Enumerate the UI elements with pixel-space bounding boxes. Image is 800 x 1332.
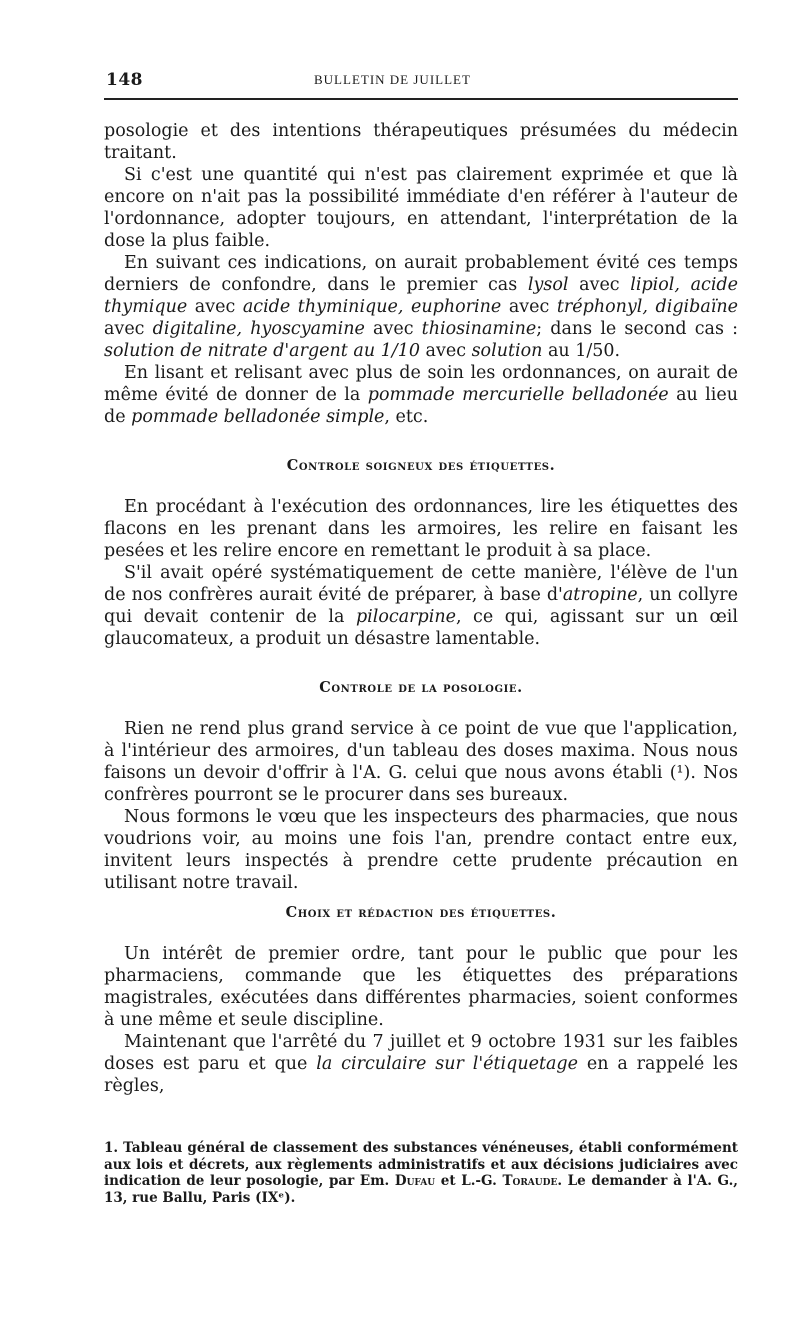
paragraph: posologie et des intentions thérapeutiques présumées du médecin traitant.	[104, 121, 738, 163]
paragraph: Maintenant que l'arrêté du 7 juillet et 9 octobre 1931 sur les faibles doses est paru et que la circulaire sur l'étiquetage en a rappelé les règles,	[104, 1032, 738, 1096]
paragraph: En procédant à l'exécution des ordonnances, lire les étiquettes des flacons en les prenant dans les armoires, les relire en faisant les pesées et les relire encore en remettant le produit à sa place.	[104, 497, 738, 561]
page-number: 148	[106, 70, 143, 90]
running-title: BULLETIN DE JUILLET	[314, 72, 471, 87]
paragraph: Rien ne rend plus grand service à ce point de vue que l'application, à l'intérieur des armoires, d'un tableau des doses maxima. Nous nous faisons un devoir d'offrir à l'A. G. celui que nous avons établi (¹). Nos confrères pourront se le procurer dans ses bureaux.	[104, 719, 738, 805]
header-rule	[104, 98, 738, 100]
section-heading: Controle soigneux des étiquettes.	[286, 457, 556, 474]
running-header	[104, 70, 738, 94]
paragraph: Nous formons le vœu que les inspecteurs des pharmacies, que nous voudrions voir, au moins une fois l'an, prendre contact entre eux, invitent leurs inspectés à prendre cette prudente précaution en utilisant notre travail.	[104, 807, 738, 893]
paragraph: En suivant ces indications, on aurait probablement évité ces temps derniers de confondre, dans le premier cas lysol avec lipiol, acide thymique avec acide thyminique, euphorine avec tréphonyl, digibaïne avec digitaline, hyoscyamine avec thiosinamine; dans le second cas : solution de nitrate d'argent au 1/10 avec solution au 1/50.	[104, 253, 739, 361]
section-heading: Controle de la posologie.	[319, 679, 523, 696]
paragraph: S'il avait opéré systématiquement de cette manière, l'élève de l'un de nos confrères aurait évité de préparer, à base d'atropine, un collyre qui devait contenir de la pilocarpine, ce qui, agissant sur un œil glaucomateux, a produit un désastre lamentable.	[104, 563, 738, 649]
paragraph: Si c'est une quantité qui n'est pas clairement exprimée et que là encore on n'ait pas la possibilité immédiate d'en référer à l'auteur de l'ordonnance, adopter toujours, en attendant, l'interprétation de la dose la plus faible.	[104, 165, 738, 251]
footnote: 1. Tableau général de classement des substances vénéneuses, établi conformément aux lois et décrets, aux règlements administratifs et aux décisions judiciaires avec indication de leur posologie, par Em. Dufau et L.-G. Toraude. Le demander à l'A. G., 13, rue Ballu, Paris (IXᵉ).	[104, 1140, 738, 1206]
body-text	[104, 120, 738, 1097]
paragraph: En lisant et relisant avec plus de soin les ordonnances, on aurait de même évité de donner de la pommade mercurielle belladonée au lieu de pommade belladonée simple, etc.	[104, 363, 739, 427]
paragraph: Un intérêt de premier ordre, tant pour le public que pour les pharmaciens, commande que les étiquettes des préparations magistrales, exécutées dans différentes pharmacies, soient conformes à une même et seule discipline.	[104, 944, 738, 1030]
section-heading: Choix et rédaction des étiquettes.	[285, 904, 557, 921]
